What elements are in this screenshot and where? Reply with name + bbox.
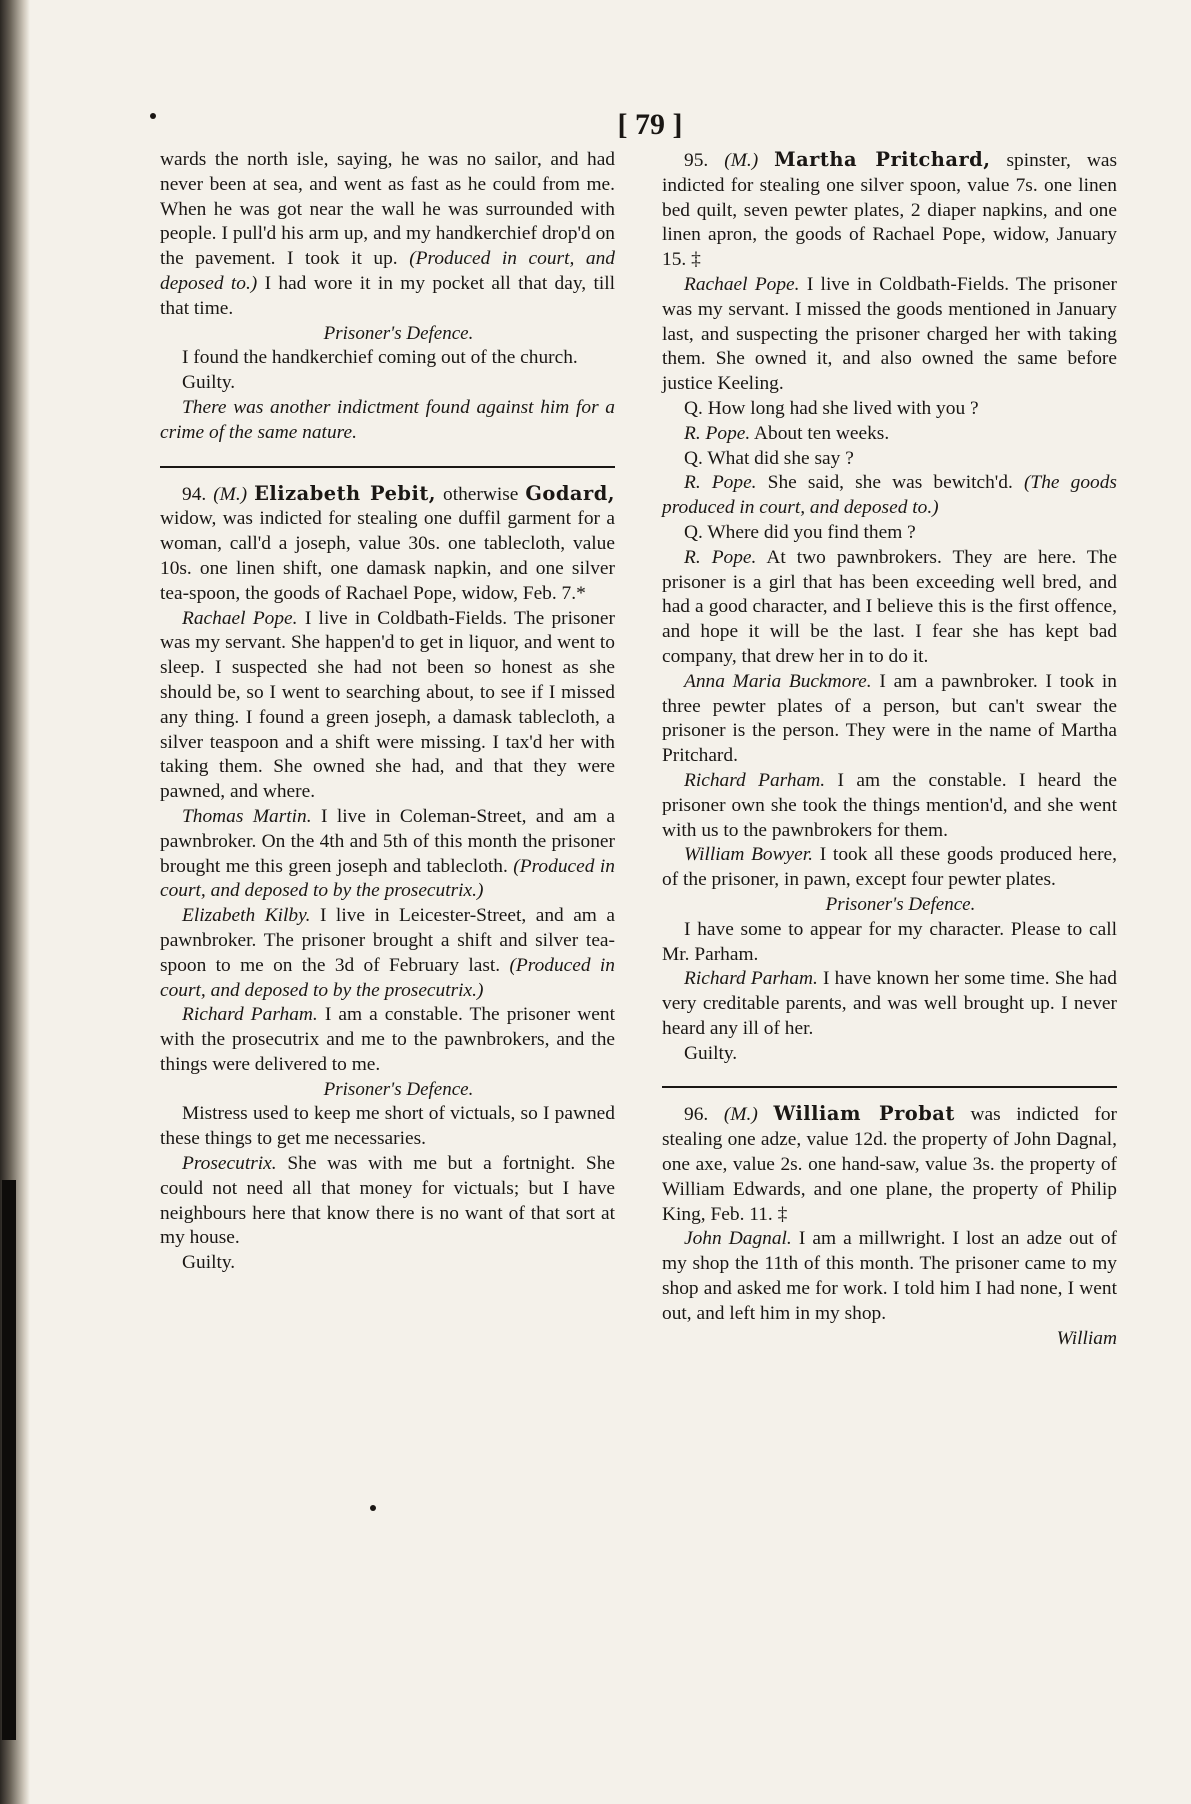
page-number: [ 79 ]	[617, 108, 683, 141]
question: Q. Where did you find them ?	[684, 521, 916, 543]
paragraph: I found the handkerchief coming out of the church.	[182, 347, 578, 369]
testimony: Anna Maria Buckmore. I am a pawnbroker. I took in three pewter plates of a person, but can't swear the prisoner is the person. They were in the name of Martha Pritchard.	[662, 670, 1117, 767]
catchword: William	[1056, 1327, 1117, 1349]
paragraph: Mistress used to keep me short of victuals, so I pawned these things to get me necessaries.	[160, 1103, 615, 1150]
divider	[662, 1086, 1117, 1088]
spine-mark	[2, 1180, 16, 1740]
testimony: Elizabeth Kilby. I live in Leicester-Street, and am a pawnbroker. The prisoner brought a shift and silver tea-spoon to me on the 3d of February last. (Produced in court, and deposed to by the prosecutrix.)	[160, 905, 615, 1001]
section-heading: Prisoner's Defence.	[323, 322, 474, 344]
case-96: 96. (M.) William Probat was indicted for stealing one adze, value 12d. the property of John Dagnal, one axe, value 2s. one hand-saw, value 3s. the property of William Edwards, and one plane, the property of Philip King, Feb. 11. ‡	[662, 1102, 1117, 1225]
verdict: Guilty.	[182, 1252, 236, 1274]
question: Q. What did she say ?	[684, 447, 854, 469]
verdict: Guilty.	[684, 1042, 738, 1064]
testimony: Prosecutrix. She was with me but a fortnight. She could not need all that money for victuals; but I have neighbours here that know there is no want of that sort at my house.	[160, 1153, 615, 1249]
note: There was another indictment found against him for a crime of the same nature.	[160, 396, 615, 443]
verdict: Guilty.	[182, 372, 236, 394]
section-heading: Prisoner's Defence.	[323, 1078, 474, 1100]
testimony: John Dagnal. I am a millwright. I lost an adze out of my shop the 11th of this month. The prisoner came to my shop and asked me for work. I told him I had none, I went out, and left him in my shop.	[662, 1228, 1117, 1324]
paragraph: I have some to appear for my character. Please to call Mr. Parham.	[662, 918, 1117, 965]
question: Q. How long had she lived with you ?	[684, 397, 979, 419]
left-column	[160, 148, 615, 1276]
testimony: Richard Parham. I am a constable. The prisoner went with the prosecutrix and me to the pawnbrokers, and the things were delivered to me.	[160, 1004, 615, 1075]
case-95: 95. (M.) Martha Pritchard, spinster, was indicted for stealing one silver spoon, value 7s. one linen bed quilt, seven pewter plates, 2 diaper napkins, and one linen apron, the goods of Rachael Pope, widow, January 15. ‡	[662, 148, 1118, 271]
ink-speck	[150, 113, 156, 119]
ink-speck	[370, 1505, 376, 1511]
answer: R. Pope. At two pawnbrokers. They are here. The prisoner is a girl that has been exceeding well bred, and had a good character, and I believe this is the first offence, and hope it will be the last. I fear she has kept bad company, that drew her in to do it.	[662, 546, 1117, 667]
section-heading: Prisoner's Defence.	[825, 893, 976, 915]
right-column	[662, 148, 1117, 1351]
paragraph: wards the north isle, saying, he was no sailor, and had never been at sea, and went as fast as he could from me. When he was got near the wall he was surrounded with people. I pull'd his arm up, and my handkerchief drop'd on the pavement. I took it up. (Produced in court, and deposed to.) I had wore it in my pocket all that day, till that time.	[160, 149, 615, 319]
testimony: Richard Parham. I have known her some time. She had very creditable parents, and was well brought up. I never heard any ill of her.	[662, 968, 1117, 1039]
divider	[160, 466, 615, 468]
testimony: Rachael Pope. I live in Coldbath-Fields. The prisoner was my servant. I missed the goods mentioned in January last, and suspecting the prisoner charged her with taking them. She owned it, and also owned the same before justice Keeling.	[662, 273, 1117, 395]
case-94: 94. (M.) Elizabeth Pebit, otherwise Godard, widow, was indicted for stealing one duffil garment for a woman, call'd a joseph, value 30s. one tablecloth, value 10s. one linen shift, one damask napkin, and one silver tea-spoon, the goods of Rachael Pope, widow, Feb. 7.*	[160, 481, 616, 604]
testimony: Richard Parham. I am the constable. I heard the prisoner own she took the things mention'd, and she went with us to the pawnbrokers for them.	[662, 769, 1118, 841]
testimony: Rachael Pope. I live in Coldbath-Fields. The prisoner was my servant. She happen'd to get in liquor, and went to sleep. I suspected she had not been so honest as she should be, so I went to searching about, to see if I missed any thing. I found a green joseph, a damask tablecloth, a silver teaspoon and a shift were missing. I tax'd her with taking them. She owned she had, and that they were pawned, and where.	[160, 607, 615, 803]
answer: R. Pope. About ten weeks.	[684, 422, 890, 444]
testimony: William Bowyer. I took all these goods produced here, of the prisoner, in pawn, except four pewter plates.	[662, 844, 1117, 891]
testimony: Thomas Martin. I live in Coleman-Street, and am a pawnbroker. On the 4th and 5th of this month the prisoner brought me this green joseph and tablecloth. (Produced in court, and deposed to by the prosecutrix.)	[160, 805, 615, 902]
answer: R. Pope. She said, she was bewitch'd. (The goods produced in court, and deposed to.)	[662, 472, 1117, 519]
